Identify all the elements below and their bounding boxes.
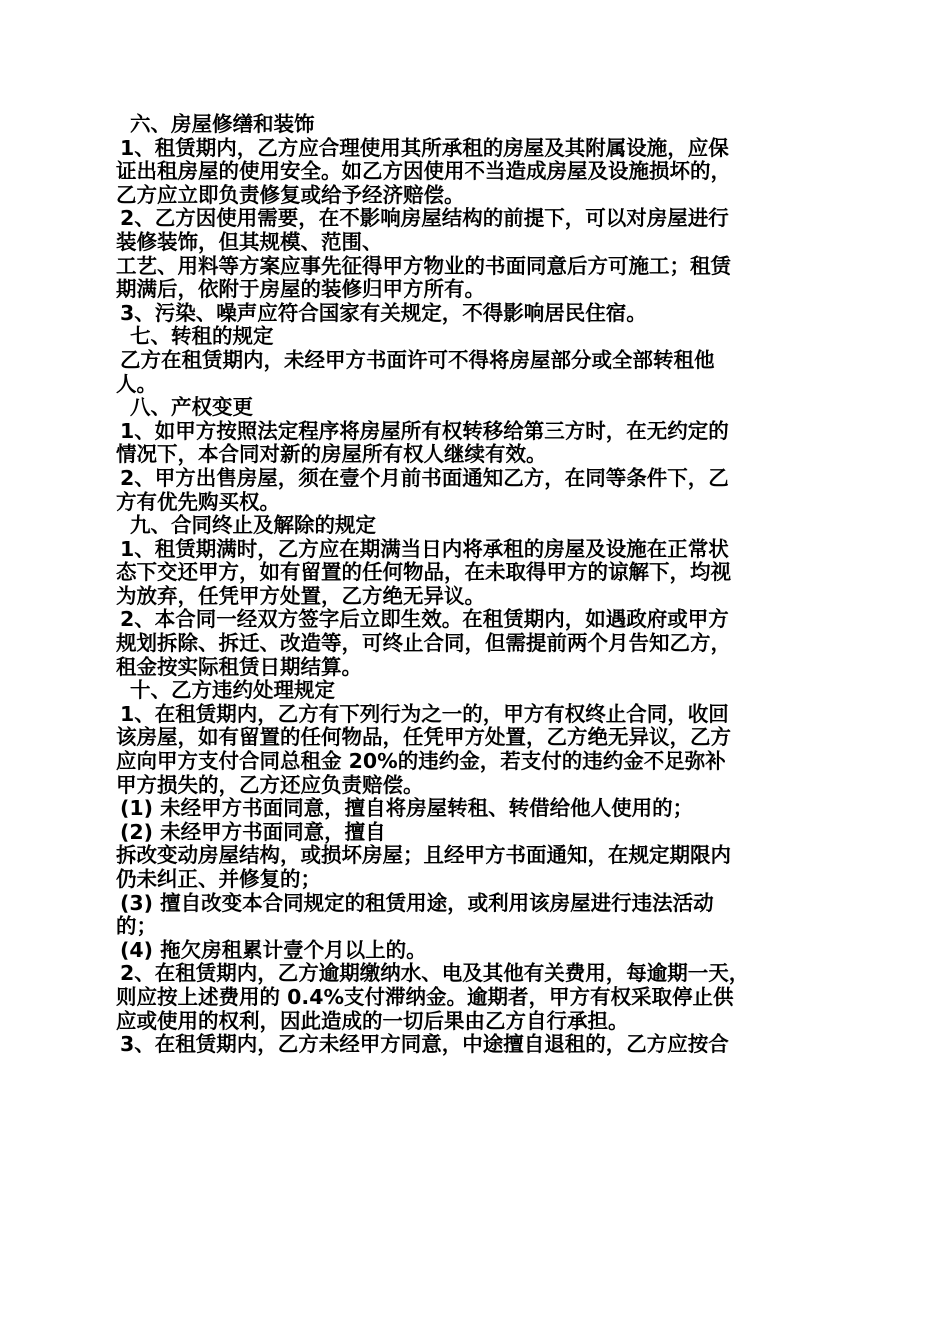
text-line: 2、甲方出售房屋，须在壹个月前书面通知乙方，在同等条件下，乙 (120, 465, 729, 490)
text-line: 2、乙方因使用需要，在不影响房屋结构的前提下，可以对房屋进行 (120, 206, 729, 231)
text-line: 期满后，依附于房屋的装修归甲方所有。 (116, 277, 485, 302)
text-line: 乙方应立即负责修复或给予经济赔偿。 (116, 182, 465, 207)
text-line: 3、在租赁期内，乙方未经甲方同意，中途擅自退租的，乙方应按合 (120, 1032, 729, 1057)
list-item (116, 892, 834, 939)
text-line: 证出租房屋的使用安全。如乙方因使用不当造成房屋及设施损坏的， (116, 159, 731, 184)
text-line: 仍未纠正、并修复的； (116, 867, 321, 891)
text-line: 工艺、用料等方案应事先征得甲方物业的书面同意后方可施工；租赁 (116, 253, 731, 278)
paragraph (116, 302, 834, 326)
list-item (116, 939, 834, 963)
text-line: 1、如甲方按照法定程序将房屋所有权转移给第三方时，在无约定的 (120, 418, 729, 443)
text-line: 的； (116, 914, 157, 939)
text-line: 为放弃，任凭甲方处置，乙方绝无异议。 (116, 583, 485, 608)
section-heading: 六、房屋修缮和装饰 (130, 112, 315, 136)
paragraph (116, 1033, 834, 1057)
section-heading: 十、乙方违约处理规定 (130, 678, 335, 703)
text-line: (3) 擅自改变本合同规定的租赁用途，或利用该房屋进行违法活动 (120, 890, 714, 915)
paragraph (116, 349, 834, 396)
paragraph (116, 538, 834, 609)
text-line: 2、在租赁期内，乙方逾期缴纳水、电及其他有关费用，每逾期一天， (120, 961, 750, 986)
text-line: 方有优先购买权。 (116, 489, 280, 514)
section-heading: 九、合同终止及解除的规定 (130, 513, 376, 538)
text-line: 1、在租赁期内，乙方有下列行为之一的，甲方有权终止合同，收回 (120, 701, 729, 726)
paragraph (116, 703, 834, 797)
text-line: 2、本合同一经双方签字后立即生效。在租赁期内，如遇政府或甲方 (120, 607, 729, 632)
text-line: 乙方在租赁期内，未经甲方书面许可不得将房屋部分或全部转租他 (120, 347, 715, 372)
text-line: 1、租赁期满时，乙方应在期满当日内将承租的房屋及设施在正常状 (120, 536, 729, 561)
text-line: 人。 (116, 371, 157, 396)
paragraph (116, 207, 834, 301)
text-line: 规划拆除、拆迁、改造等，可终止合同，但需提前两个月告知乙方， (116, 631, 731, 656)
text-line: 该房屋，如有留置的任何物品，任凭甲方处置，乙方绝无异议，乙方 (116, 725, 731, 750)
text-line: (4) 拖欠房租累计壹个月以上的。 (120, 937, 427, 962)
text-line: 租金按实际租赁日期结算。 (116, 654, 362, 679)
section-heading: 八、产权变更 (130, 395, 253, 420)
text-line: 应向甲方支付合同总租金 20%的违约金，若支付的违约金不足弥补 (116, 749, 726, 774)
text-line: 则应按上述费用的 0.4%支付滞纳金。逾期者，甲方有权采取停止供 (116, 984, 734, 1009)
text-line: 应或使用的权利，因此造成的一切后果由乙方自行承担。 (116, 1008, 629, 1033)
paragraph (116, 467, 834, 514)
text-line: 3、污染、噪声应符合国家有关规定，不得影响居民住宿。 (120, 300, 647, 325)
paragraph (116, 962, 834, 1033)
section-heading: 七、转租的规定 (130, 324, 274, 349)
document-page (116, 113, 834, 1057)
text-line: (2) 未经甲方书面同意，擅自 (120, 819, 386, 844)
text-line: 装修装饰，但其规模、范围、 (116, 229, 383, 254)
list-item (116, 797, 834, 821)
text-line: 1、租赁期内，乙方应合理使用其所承租的房屋及其附属设施，应保 (120, 135, 729, 160)
text-line: 态下交还甲方，如有留置的任何物品，在未取得甲方的谅解下，均视 (116, 560, 731, 585)
paragraph (116, 137, 834, 208)
text-line: 拆改变动房屋结构，或损坏房屋；且经甲方书面通知，在规定期限内 (116, 843, 731, 868)
text-line: (1) 未经甲方书面同意，擅自将房屋转租、转借给他人使用的； (120, 796, 694, 821)
paragraph (116, 420, 834, 467)
paragraph (116, 608, 834, 679)
text-line: 情况下，本合同对新的房屋所有权人继续有效。 (116, 442, 547, 467)
text-line: 甲方损失的，乙方还应负责赔偿。 (116, 772, 424, 797)
list-item (116, 821, 834, 892)
